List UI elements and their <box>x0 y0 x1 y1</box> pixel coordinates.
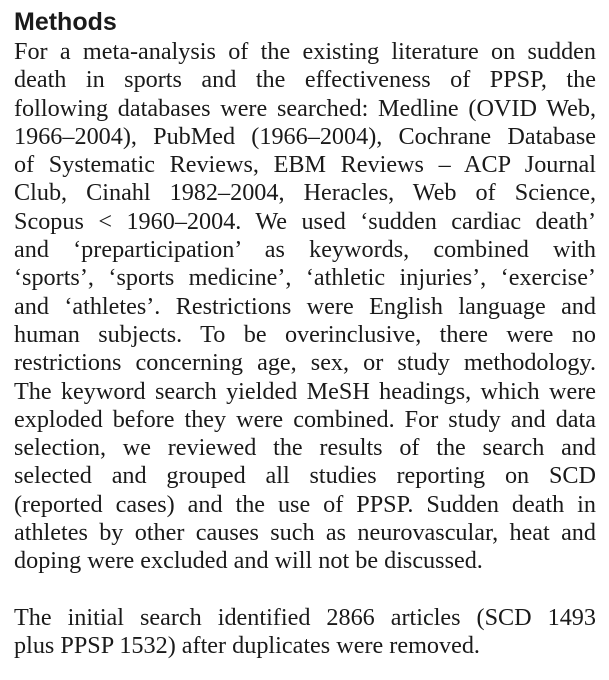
section-heading: Methods <box>14 8 117 36</box>
text-line: and ‘preparticipation’ as keywords, combined with <box>14 236 596 264</box>
text-line: death in sports and the effectiveness of PPSP, the <box>14 66 596 94</box>
text-line: restrictions concerning age, sex, or study methodology. <box>14 349 596 377</box>
text-line: ‘sports’, ‘sports medicine’, ‘athletic injuries’, ‘exercise’ <box>14 264 596 292</box>
text-line: (reported cases) and the use of PPSP. Sudden death in <box>14 490 596 518</box>
section-body <box>14 38 596 661</box>
paragraph-spacer <box>14 576 596 604</box>
text-line: selected and grouped all studies reporting on SCD <box>14 462 596 490</box>
text-line: plus PPSP 1532) after duplicates were removed. <box>14 632 480 660</box>
text-line: For a meta-analysis of the existing literature on sudden <box>14 38 596 65</box>
text-line: The keyword search yielded MeSH headings, which were <box>14 377 596 405</box>
paragraph-search-results <box>14 604 596 661</box>
text-line: of Systematic Reviews, EBM Reviews – ACP Journal <box>14 151 596 179</box>
text-line: The initial search identified 2866 articles (SCD 1493 <box>14 603 596 631</box>
text-line: 1966–2004), PubMed (1966–2004), Cochrane Database <box>14 122 596 150</box>
text-line: human subjects. To be overinclusive, there were no <box>14 320 596 348</box>
text-line: athletes by other causes such as neurovascular, heat and <box>14 519 596 547</box>
text-line: Scopus < 1960–2004. We used ‘sudden cardiac death’ <box>14 207 596 235</box>
paragraph-search-methods <box>14 38 596 576</box>
text-line: and ‘athletes’. Restrictions were English language and <box>14 292 596 320</box>
document-page <box>14 0 596 680</box>
text-line: doping were excluded and will not be discussed. <box>14 547 483 575</box>
text-line: selection, we reviewed the results of the search and <box>14 434 596 462</box>
text-line: Club, Cinahl 1982–2004, Heracles, Web of Science, <box>14 179 596 207</box>
text-line: exploded before they were combined. For study and data <box>14 405 596 433</box>
text-line: following databases were searched: Medline (OVID Web, <box>14 94 596 122</box>
